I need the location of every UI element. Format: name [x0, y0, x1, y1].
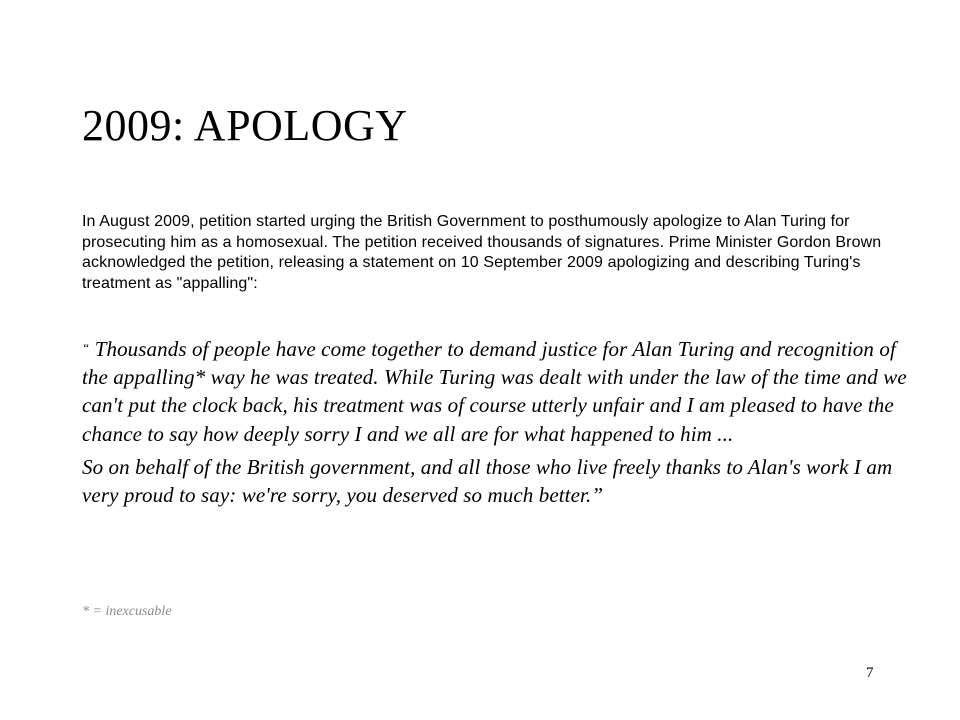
apology-quote — [82, 334, 912, 509]
quote-paragraph-2: So on behalf of the British government, and all those who live freely thanks to Alan's work I am very proud to say: we're sorry, you deserved so much better.” — [82, 454, 893, 508]
quote-paragraph-1-text: Thousands of people have come together to demand justice for Alan Turing and recognition of the appalling* way he was treated. While Turing was dealt with under the law of the time and we can't put the clock back, his treatment was of course utterly unfair and I am pleased to have the chance to say how deeply sorry I and we all are for what happened to him ... — [82, 337, 907, 446]
footnote: * = inexcusable — [82, 604, 172, 619]
page-number: 7 — [866, 665, 874, 681]
slide-title: 2009: APOLOGY — [82, 101, 408, 150]
opening-quote-mark: “ — [82, 340, 90, 355]
quote-paragraph-1 — [82, 334, 912, 448]
intro-paragraph: In August 2009, petition started urging the British Government to posthumously apologize to Alan Turing for prosecuting him as a homosexual. The petition received thousands of signatures. Prime Minister Gordon Brown acknowledged the petition, releasing a statement on 10 September 2009 apologizing and describing Turing's treatment as "appalling": — [82, 213, 882, 292]
